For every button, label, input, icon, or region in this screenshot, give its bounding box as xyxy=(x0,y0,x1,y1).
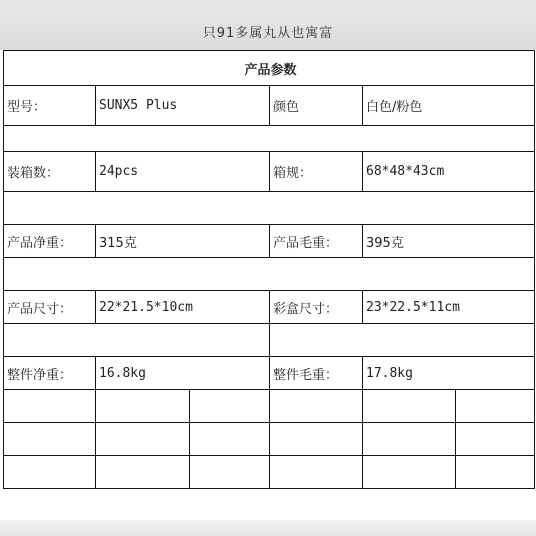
empty-cell xyxy=(4,390,96,423)
empty-cell xyxy=(456,456,535,489)
empty-cell xyxy=(190,456,270,489)
empty-cell xyxy=(4,192,535,225)
product-params-table xyxy=(3,50,535,489)
box-size-label: 彩盒尺寸： xyxy=(270,291,363,324)
carton-qty-value: 24pcs xyxy=(96,152,270,192)
empty-cell xyxy=(270,390,363,423)
table-row xyxy=(4,357,535,390)
box-size-value: 23*22.5*11cm xyxy=(363,291,535,324)
carton-qty-label: 装箱数： xyxy=(4,152,96,192)
table-row-empty xyxy=(4,192,535,225)
empty-cell xyxy=(4,258,535,291)
table-row xyxy=(4,51,535,86)
net-weight-label: 产品净重： xyxy=(4,225,96,258)
carton-size-label: 箱规： xyxy=(270,152,363,192)
carton-size-value: 68*48*43cm xyxy=(363,152,535,192)
empty-cell xyxy=(4,423,96,456)
empty-cell xyxy=(4,126,535,152)
table-row-empty xyxy=(4,423,535,456)
product-size-label: 产品尺寸： xyxy=(4,291,96,324)
net-weight-value: 315克 xyxy=(96,225,270,258)
model-value: SUNX5 Plus xyxy=(96,86,270,126)
empty-cell xyxy=(456,390,535,423)
table-row xyxy=(4,86,535,126)
table-row-empty xyxy=(4,258,535,291)
table-row xyxy=(4,225,535,258)
empty-cell xyxy=(4,324,270,357)
empty-cell xyxy=(96,390,190,423)
table-row-empty xyxy=(4,324,535,357)
table-title: 产品参数 xyxy=(4,51,535,86)
carton-gross-label: 整件毛重： xyxy=(270,357,363,390)
empty-cell xyxy=(363,423,456,456)
empty-cell xyxy=(270,324,535,357)
color-label: 颜色 xyxy=(270,86,363,126)
empty-cell xyxy=(270,456,363,489)
empty-cell xyxy=(363,456,456,489)
empty-cell xyxy=(363,390,456,423)
table-row xyxy=(4,152,535,192)
empty-cell xyxy=(96,423,190,456)
header-strip xyxy=(0,0,536,50)
carton-net-label: 整件净重： xyxy=(4,357,96,390)
table-row-empty xyxy=(4,390,535,423)
model-label: 型号： xyxy=(4,86,96,126)
table-row xyxy=(4,291,535,324)
header-title: 只91多属丸从也寓富 xyxy=(202,26,334,41)
empty-cell xyxy=(190,390,270,423)
empty-cell xyxy=(456,423,535,456)
empty-cell xyxy=(190,423,270,456)
empty-cell xyxy=(270,423,363,456)
table-row-empty xyxy=(4,126,535,152)
product-size-value: 22*21.5*10cm xyxy=(96,291,270,324)
bottom-edge xyxy=(0,520,536,536)
carton-net-value: 16.8kg xyxy=(96,357,270,390)
color-value: 白色/粉色 xyxy=(363,86,535,126)
gross-weight-value: 395克 xyxy=(363,225,535,258)
empty-cell xyxy=(4,456,96,489)
gross-weight-label: 产品毛重： xyxy=(270,225,363,258)
empty-cell xyxy=(96,456,190,489)
table-row-empty xyxy=(4,456,535,489)
carton-gross-value: 17.8kg xyxy=(363,357,535,390)
